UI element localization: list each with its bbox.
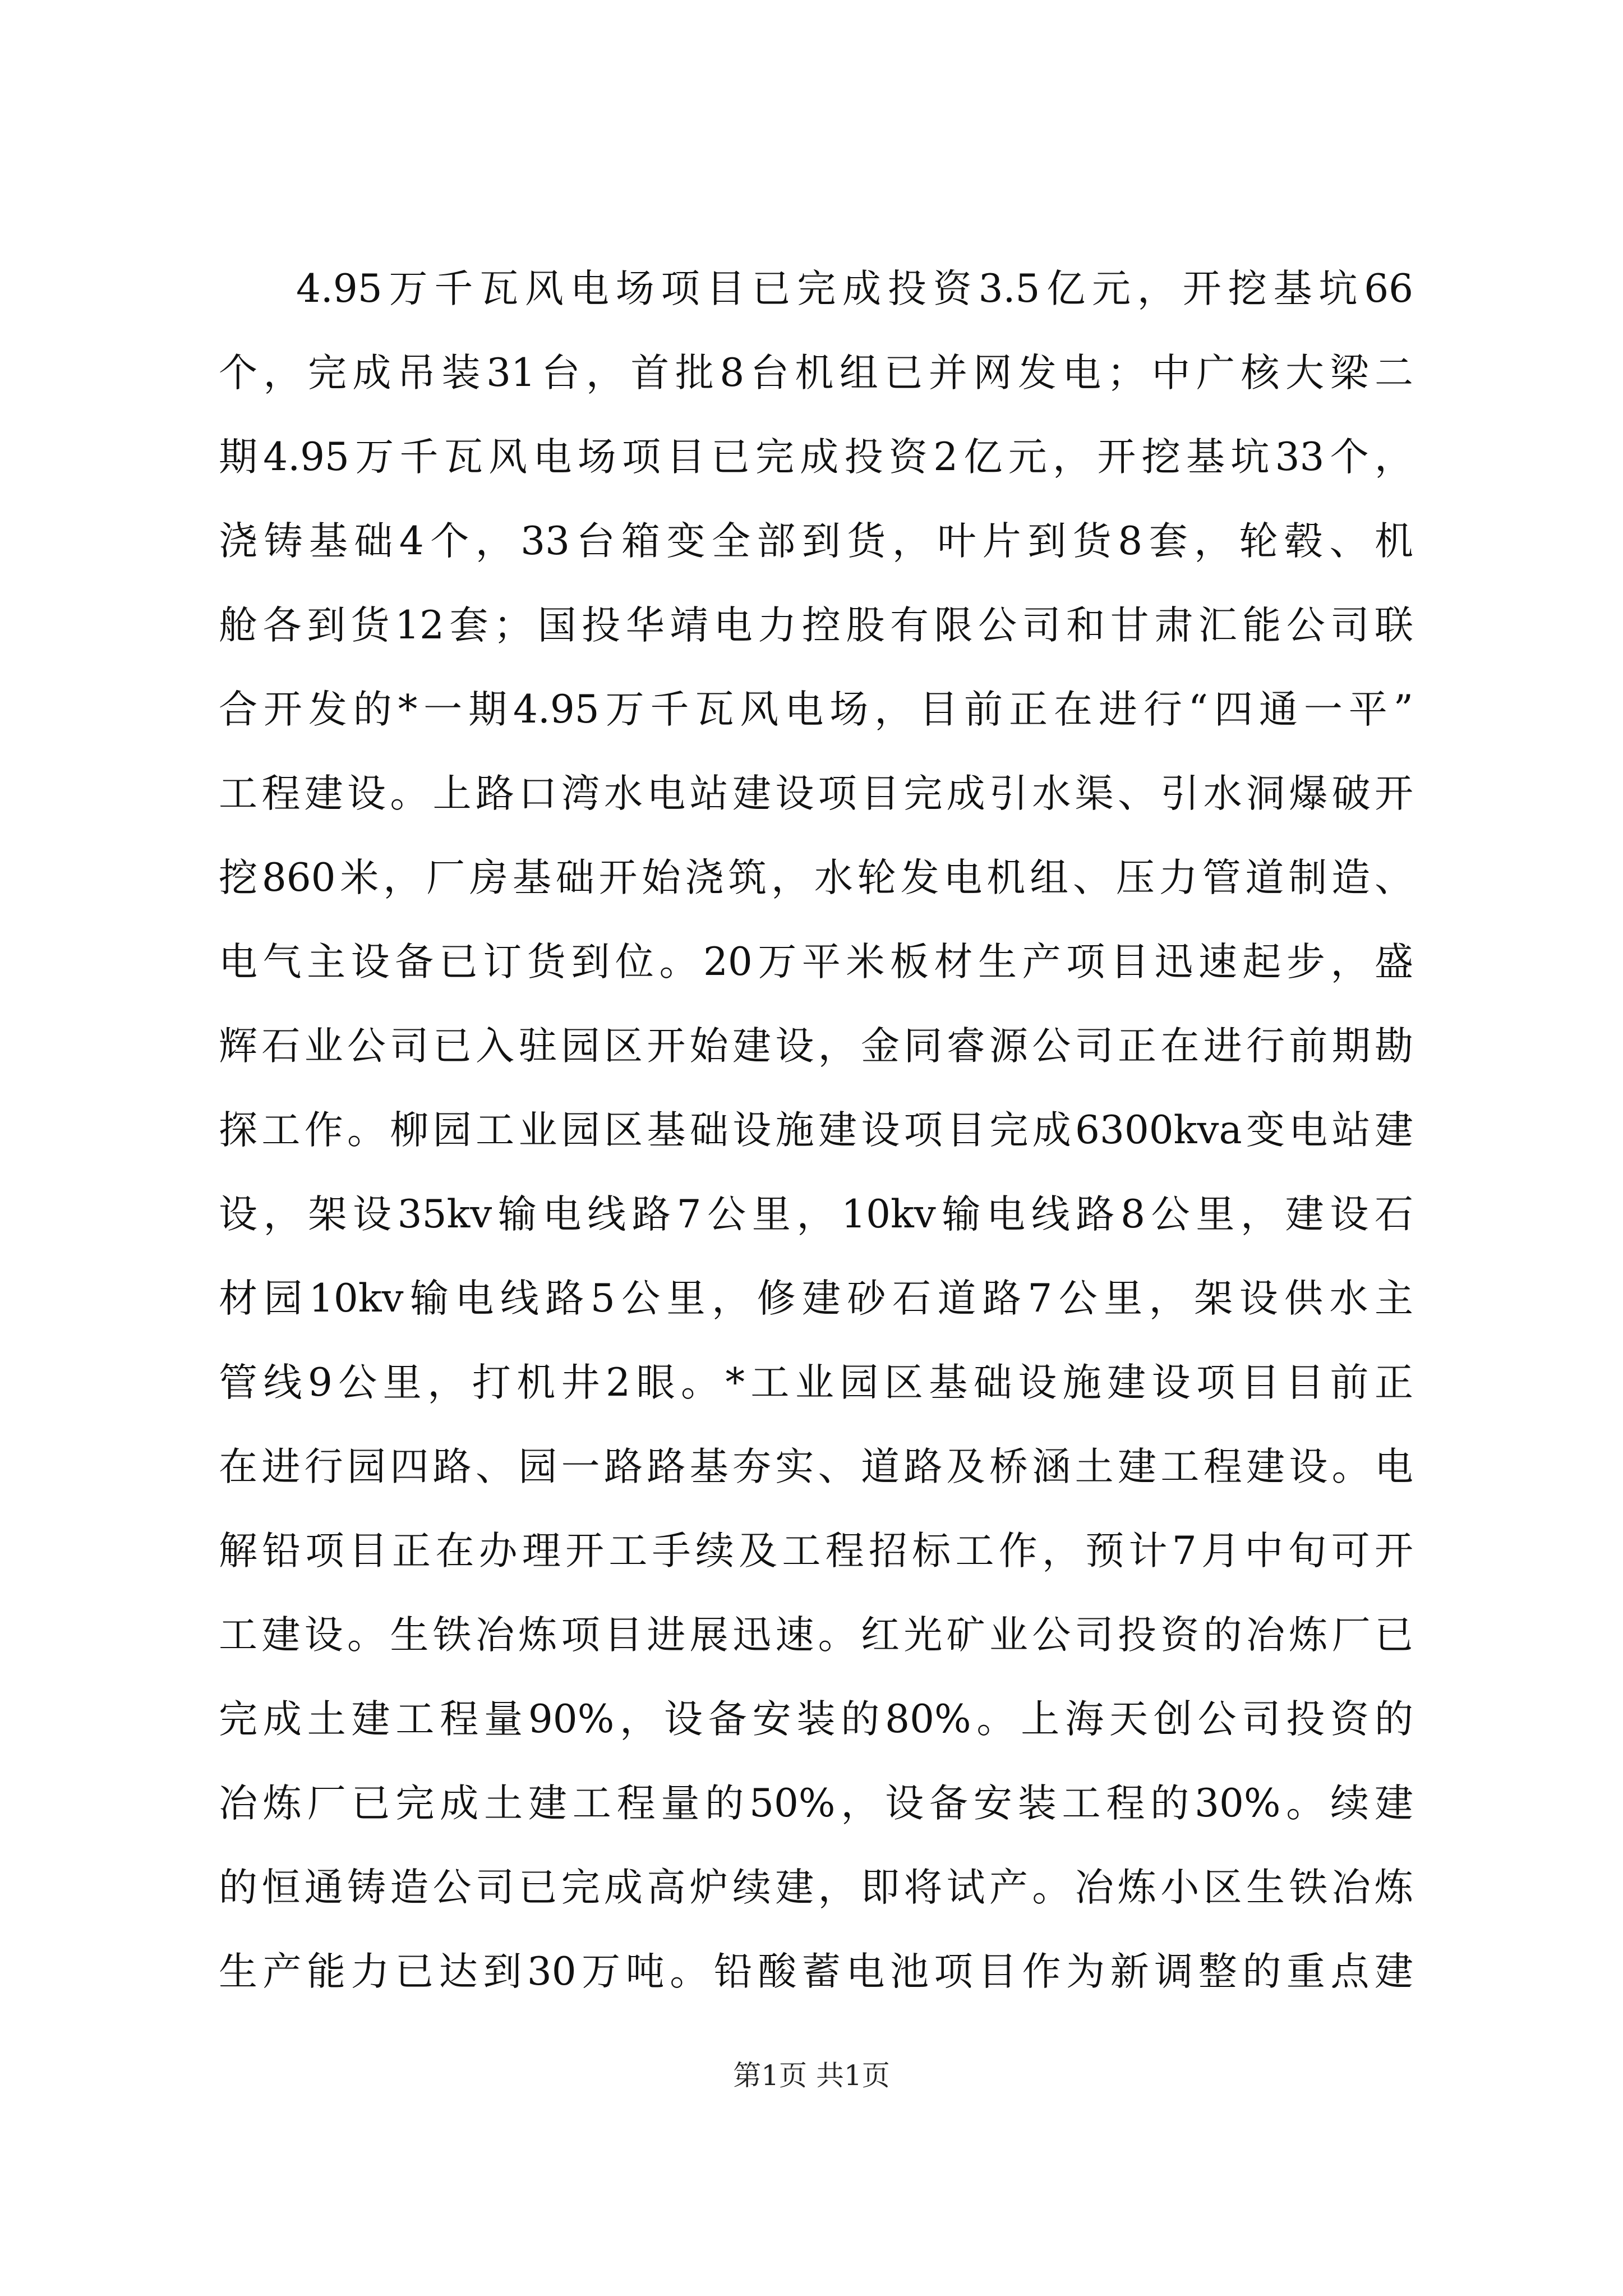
text-line: 材园10kv输电线路5公里，修建砂石道路7公里，架设供水主 (219, 1276, 1413, 1321)
text-line: 舱各到货12套；国投华靖电力控股有限公司和甘肃汇能公司联 (219, 603, 1413, 648)
text-line: 在进行园四路、园一路路基夯实、道路及桥涵土建工程建设。电 (219, 1444, 1413, 1489)
body-paragraph (219, 247, 1413, 2014)
text-line: 解铅项目正在办理开工手续及工程招标工作，预计7月中旬可开 (219, 1529, 1413, 1573)
text-line: 工建设。生铁冶炼项目进展迅速。红光矿业公司投资的冶炼厂已 (219, 1613, 1413, 1658)
text-line: 浇铸基础4个，33台箱变全部到货，叶片到货8套，轮毂、机 (219, 519, 1413, 564)
page-number-footer: 第1页 共1页 (733, 2059, 890, 2092)
text-line: 期4.95万千瓦风电场项目已完成投资2亿元，开挖基坑33个， (219, 435, 1413, 480)
text-line: 生产能力已达到30万吨。铅酸蓄电池项目作为新调整的重点建 (219, 1949, 1413, 1994)
text-line: 辉石业公司已入驻园区开始建设，金同睿源公司正在进行前期勘 (219, 1024, 1413, 1069)
text-line: 设，架设35kv输电线路7公里，10kv输电线路8公里，建设石 (219, 1192, 1413, 1237)
text-line: 挖860米，厂房基础开始浇筑，水轮发电机组、压力管道制造、 (219, 855, 1413, 900)
text-line: 冶炼厂已完成土建工程量的50%，设备安装工程的30%。续建 (219, 1781, 1413, 1826)
text-line: 电气主设备已订货到位。20万平米板材生产项目迅速起步，盛 (219, 940, 1413, 984)
text-line: 探工作。柳园工业园区基础设施建设项目完成6300kva变电站建 (219, 1108, 1413, 1153)
text-line: 完成土建工程量90%，设备安装的80%。上海天创公司投资的 (219, 1697, 1413, 1742)
text-line: 合开发的*一期4.95万千瓦风电场，目前正在进行“四通一平” (219, 687, 1413, 732)
text-line: 个，完成吊装31台，首批8台机组已并网发电；中广核大梁二 (219, 351, 1413, 395)
text-line: 管线9公里，打机井2眼。*工业园区基础设施建设项目目前正 (219, 1360, 1413, 1405)
text-line: 4.95万千瓦风电场项目已完成投资3.5亿元，开挖基坑66 (296, 266, 1413, 311)
text-line: 工程建设。上路口湾水电站建设项目完成引水渠、引水洞爆破开 (219, 771, 1413, 816)
text-line: 的恒通铸造公司已完成高炉续建，即将试产。冶炼小区生铁冶炼 (219, 1865, 1413, 1910)
